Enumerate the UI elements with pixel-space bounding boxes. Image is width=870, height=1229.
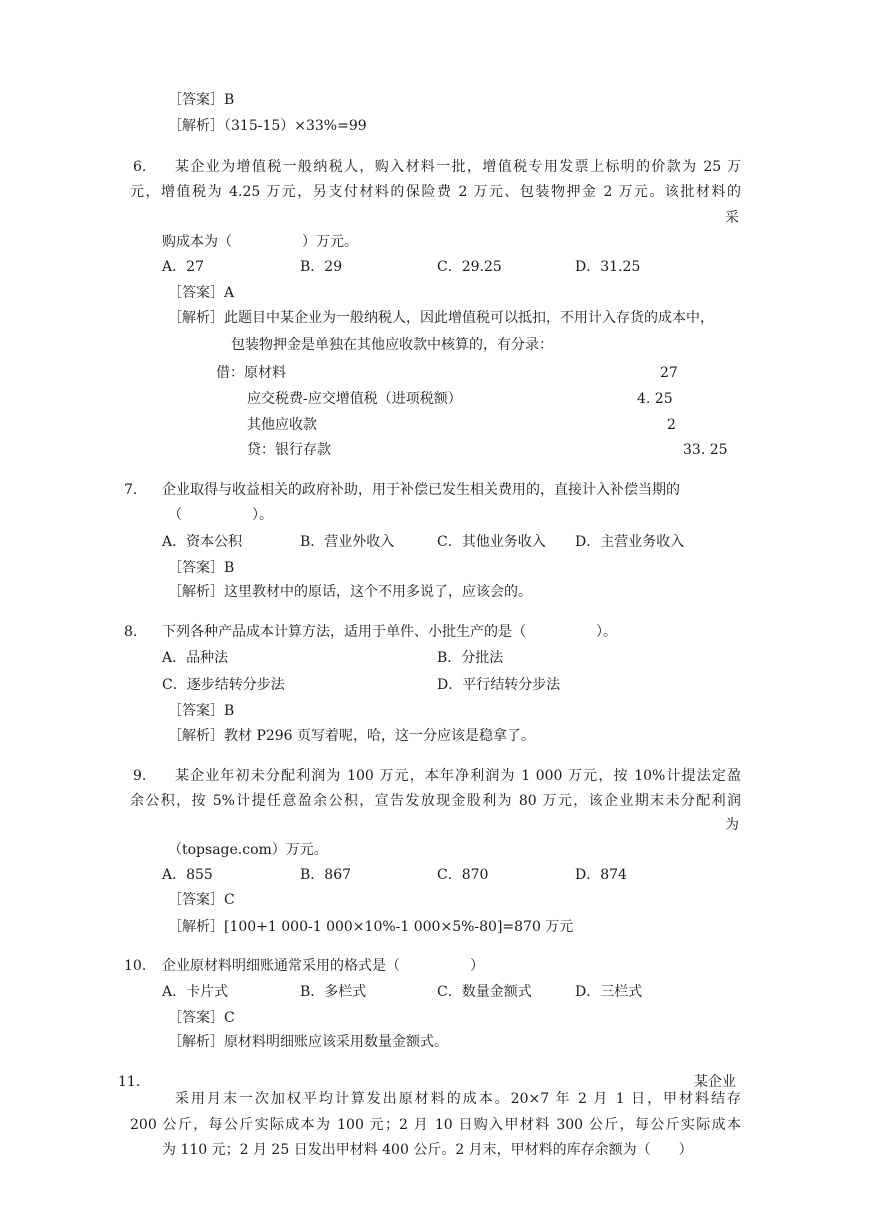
prev-answer: ［答案］B: [168, 92, 235, 108]
option-a: A．品种法: [162, 650, 229, 666]
question-text-line: （ ）。: [168, 507, 273, 523]
journal-entry-label: 贷：银行存款: [247, 442, 331, 458]
option-c: C．数量金额式: [437, 984, 532, 1000]
option-c: C．其他业务收入: [437, 534, 546, 550]
analysis: ［解析］[100+1 000-1 000×10%-1 000×5%-80]=870 万元: [168, 919, 574, 935]
question-text-line: 余公积，按 5%计提任意盈余公积，宣告发放现金股利为 80 万元，该企业期末未分配利润: [130, 793, 741, 809]
journal-entry-amount: 33. 25: [683, 442, 728, 458]
answer: ［答案］A: [168, 285, 235, 301]
question-text-line: 某企业: [694, 1074, 736, 1090]
option-d: D．874: [575, 867, 627, 883]
analysis: ［解析］此题目中某企业为一般纳税人，因此增值税可以抵扣，不用计入存货的成本中，: [168, 310, 714, 326]
question-text-line: 元，增值税为 4.25 万元，另支付材料的保险费 2 万元、包装物押金 2 万元。该批材料的: [130, 184, 741, 200]
option-a: A．855: [162, 867, 213, 883]
option-d: D．31.25: [575, 259, 641, 275]
option-d: D．平行结转分步法: [437, 677, 561, 693]
option-b: B．分批法: [437, 650, 504, 666]
journal-entry-label: 借：原材料: [216, 365, 286, 381]
question-text-line: 200 公斤，每公斤实际成本为 100 元；2 月 10 日购入甲材料 300 公斤，每公斤实际成本: [130, 1117, 741, 1133]
option-d: D．三栏式: [575, 984, 643, 1000]
question-number: 8.: [124, 624, 138, 640]
answer: ［答案］B: [168, 560, 235, 576]
option-a: A．资本公积: [162, 534, 243, 550]
analysis: 包装物押金是单独在其他应收款中核算的，有分录：: [231, 337, 553, 353]
question-number: 7.: [124, 482, 138, 498]
question-text-line: 为 110 元；2 月 25 日发出甲材料 400 公斤。2 月末，甲材料的库存余额为（ ）: [162, 1142, 693, 1158]
question-number: 10.: [124, 958, 147, 974]
question-text-line: 购成本为（ ）万元。: [162, 234, 358, 250]
question-text-line: （topsage.com）万元。: [168, 842, 328, 858]
option-b: B．29: [300, 259, 343, 275]
option-b: B．多栏式: [300, 984, 367, 1000]
option-a: A．27: [162, 259, 204, 275]
option-b: B．营业外收入: [300, 534, 395, 550]
question-number: 9.: [133, 768, 147, 784]
question-text-line: 某企业年初未分配利润为 100 万元，本年净利润为 1 000 万元，按 10%计提法定盈: [175, 768, 741, 784]
option-b: B．867: [300, 867, 352, 883]
option-c: C．870: [437, 867, 489, 883]
answer: ［答案］C: [168, 892, 235, 908]
option-d: D．主营业务收入: [575, 534, 685, 550]
journal-entry-amount: 4. 25: [637, 391, 673, 407]
option-a: A．卡片式: [162, 984, 229, 1000]
journal-entry-amount: 2: [667, 417, 676, 433]
answer: ［答案］B: [168, 703, 235, 719]
answer: ［答案］C: [168, 1010, 235, 1026]
option-c: C．29.25: [437, 259, 502, 275]
question-text-line: 某企业为增值税一般纳税人，购入材料一批，增值税专用发票上标明的价款为 25 万: [175, 159, 741, 175]
prev-analysis: ［解析］（315-15）×33%=99: [168, 118, 367, 134]
journal-entry-amount: 27: [660, 365, 678, 381]
analysis: ［解析］这里教材中的原话，这个不用多说了，应该会的。: [168, 584, 532, 600]
question-number: 6.: [133, 159, 147, 175]
question-number: 11.: [118, 1074, 141, 1090]
journal-entry-label: 其他应收款: [247, 417, 317, 433]
question-text-line: 下列各种产品成本计算方法，适用于单件、小批生产的是（ ）。: [162, 624, 617, 640]
analysis: ［解析］原材料明细账应该采用数量金额式。: [168, 1034, 448, 1050]
option-c: C．逐步结转分步法: [162, 677, 285, 693]
question-text-line: 采: [725, 210, 739, 226]
journal-entry-label: 应交税费-应交增值税（进项税额）: [247, 391, 462, 407]
analysis: ［解析］教材 P296 页写着呢，哈，这一分应该是稳拿了。: [168, 728, 536, 744]
question-text-line: 为: [725, 817, 739, 833]
question-text-line: 企业原材料明细账通常采用的格式是（ ）: [162, 958, 484, 974]
question-text-line: 企业取得与收益相关的政府补助，用于补偿已发生相关费用的，直接计入补偿当期的: [162, 482, 680, 498]
question-text-line: 采用月末一次加权平均计算发出原材料的成本。20×7 年 2 月 1 日，甲材料结存: [175, 1091, 741, 1107]
